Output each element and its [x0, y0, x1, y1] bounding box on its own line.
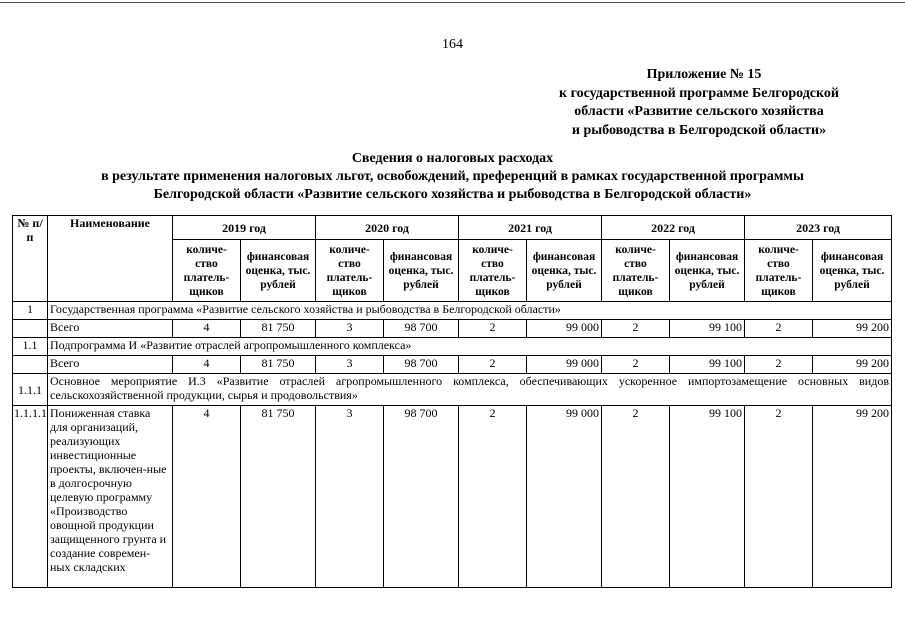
sub-header-payers-count: количе-ство платель-щиков	[173, 240, 241, 302]
sub-header-financial-estimate: финансовая оценка, тыс. рублей	[527, 240, 602, 302]
row-number	[13, 356, 48, 374]
cell-payers: 4	[173, 356, 241, 374]
cell-amount: 99 200	[813, 356, 892, 374]
cell-payers: 2	[459, 406, 527, 588]
year-header: 2019 год	[173, 216, 316, 240]
cell-amount: 99 100	[670, 356, 745, 374]
tax-expenditure-table	[12, 215, 892, 588]
row-name: Всего	[48, 356, 173, 374]
row-number	[13, 320, 48, 338]
sub-header-financial-estimate: финансовая оценка, тыс. рублей	[813, 240, 892, 302]
cell-payers: 2	[602, 406, 670, 588]
appendix-line-2: к государственной программе Белгородской	[559, 85, 839, 101]
row-number: 1	[13, 302, 48, 320]
title-line-1: Сведения о налоговых расходах	[351, 151, 554, 166]
top-border-line	[0, 2, 905, 3]
cell-amount: 99 200	[813, 320, 892, 338]
cell-amount: 81 750	[241, 320, 316, 338]
cell-payers: 3	[316, 320, 384, 338]
appendix-line-3: области «Развитие сельского хозяйства	[574, 104, 824, 119]
cell-payers: 2	[745, 320, 813, 338]
document-title	[0, 150, 905, 204]
cell-amount: 99 100	[670, 320, 745, 338]
cell-payers: 4	[173, 406, 241, 588]
table-row	[13, 338, 892, 356]
sub-header-financial-estimate: финансовая оценка, тыс. рублей	[241, 240, 316, 302]
cell-amount: 81 750	[241, 406, 316, 588]
cell-payers: 2	[745, 356, 813, 374]
cell-amount: 99 000	[527, 406, 602, 588]
header-row-years	[13, 216, 892, 240]
cell-payers: 2	[745, 406, 813, 588]
sub-header-payers-count: количе-ство платель-щиков	[745, 240, 813, 302]
cell-amount: 99 000	[527, 356, 602, 374]
row-name: Государственная программа «Развитие сельского хозяйства и рыбоводства в Белгородской области»	[48, 302, 892, 320]
cell-payers: 2	[459, 320, 527, 338]
cell-payers: 3	[316, 406, 384, 588]
row-name: Подпрограмма И «Развитие отраслей агропромышленного комплекса»	[48, 338, 892, 356]
col-name-header: Наименование	[48, 216, 173, 302]
sub-header-financial-estimate: финансовая оценка, тыс. рублей	[670, 240, 745, 302]
cell-amount: 99 000	[527, 320, 602, 338]
table-row	[13, 302, 892, 320]
appendix-line-4: и рыбоводства в Белгородской области»	[571, 122, 827, 138]
row-number: 1.1.1	[13, 374, 48, 406]
year-header: 2023 год	[745, 216, 892, 240]
appendix-number: Приложение № 15	[646, 67, 762, 82]
year-header: 2021 год	[459, 216, 602, 240]
sub-header-financial-estimate: финансовая оценка, тыс. рублей	[384, 240, 459, 302]
title-line-2: в результате применения налоговых льгот, освобождений, преференций в рамках государственной программы	[101, 169, 804, 184]
row-name: Пониженная ставка для организаций, реализующих инвестиционные проекты, включен-ные в долгосрочную целевую программу «Производство овощной продукции защищенного грунта и создание современ-ных складских	[48, 406, 173, 588]
table-row	[13, 406, 892, 588]
cell-amount: 98 700	[384, 406, 459, 588]
appendix-header	[529, 66, 869, 140]
page-number: 164	[442, 37, 463, 52]
sub-header-payers-count: количе-ство платель-щиков	[316, 240, 384, 302]
table-row	[13, 374, 892, 406]
cell-payers: 2	[459, 356, 527, 374]
cell-payers: 3	[316, 356, 384, 374]
cell-payers: 2	[602, 320, 670, 338]
cell-amount: 99 100	[670, 406, 745, 588]
row-number: 1.1.1.1	[13, 406, 48, 588]
cell-amount: 99 200	[813, 406, 892, 588]
sub-header-payers-count: количе-ство платель-щиков	[602, 240, 670, 302]
year-header: 2020 год	[316, 216, 459, 240]
col-number-header: № п/п	[13, 216, 48, 302]
sub-header-payers-count: количе-ство платель-щиков	[459, 240, 527, 302]
table-row	[13, 320, 892, 338]
row-name: Основное мероприятие И.3 «Развитие отраслей агропромышленного комплекса, обеспечивающих ускоренное импортозамещение основных видов сельскохозяйственной продукции, сырья и продовольствия»	[48, 374, 892, 406]
cell-amount: 81 750	[241, 356, 316, 374]
table-row	[13, 356, 892, 374]
cell-payers: 4	[173, 320, 241, 338]
year-header: 2022 год	[602, 216, 745, 240]
row-name: Всего	[48, 320, 173, 338]
title-line-3: Белгородской области «Развитие сельского хозяйства и рыбоводства в Белгородской области»	[153, 187, 752, 202]
cell-amount: 98 700	[384, 320, 459, 338]
cell-payers: 2	[602, 356, 670, 374]
cell-amount: 98 700	[384, 356, 459, 374]
row-number: 1.1	[13, 338, 48, 356]
